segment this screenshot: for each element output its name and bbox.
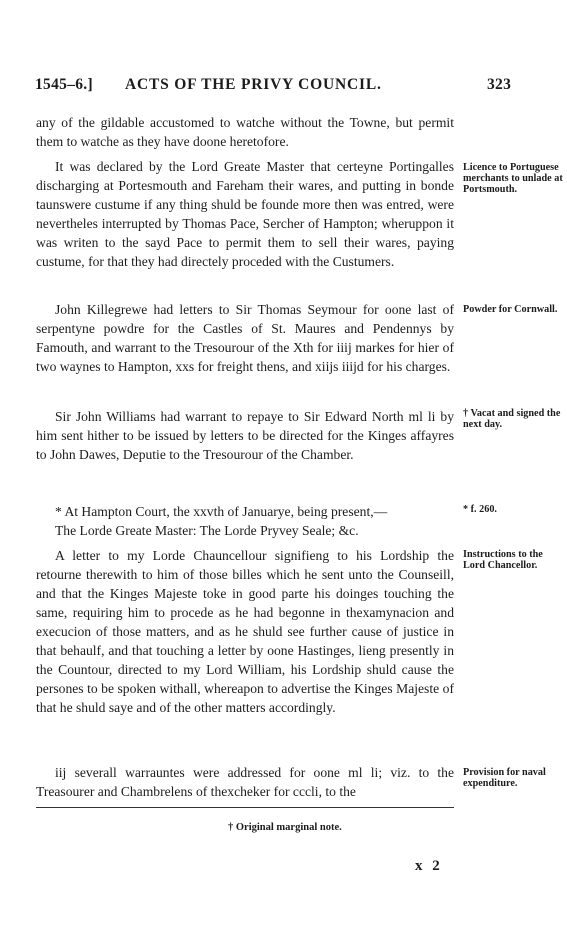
meeting-heading-text: * At Hampton Court, the xxvth of Januarye, being present,— (55, 504, 388, 519)
paragraph-4 (36, 407, 454, 464)
paragraph-text: any of the gildable accustomed to watche without the Towne, but permit them to watche as they have doone heretofore. (36, 115, 454, 149)
paragraph-text: It was declared by the Lord Greate Master that certeyne Portingalles discharging at Portesmouth and Fareham their wares, and putting in bonde taunswere custume if any thing shuld be founde more then was entred, were nevertheles interrupted by Thomas Pace, Sercher of Hampton; wheruppon it was writen to the sayd Pace to permit them to sell their wares, paying custume, for that they had directely proceded with the Custumers. (36, 159, 454, 269)
paragraph-text: iij severall warrauntes were addressed for oone ml li; viz. to the Treasourer and Chambrelens of thexcheker for cccli, to the (36, 765, 454, 799)
paragraph-text: A letter to my Lorde Chauncellour signifieng to his Lordship the retourne therewith to him of those billes which he sent unto the Counseill, and that the Kinges Majeste toke in good parte his doinges touching the same, requiring him to procede as he had begonne in thexamynacion and execucion of those matters, and as he shuld see further cause of justice in that behaulf, and that touching a letter by oone Hastinges, lieng presently in the Countour, directed to my Lord William, his Lordship shuld cause the persones to be spoken withall, whereapon to advertise the Kinges Majeste of that he shuld saye and of the other matters accordingly. (36, 548, 454, 715)
paragraph-3 (36, 300, 454, 376)
paragraph-6 (36, 763, 454, 801)
margin-note-provision: Provision for naval expenditure. (463, 767, 546, 789)
page-number: 323 (487, 76, 512, 93)
meeting-heading (36, 502, 454, 540)
header-title: ACTS OF THE PRIVY COUNCIL. (125, 76, 382, 93)
paragraph-text: John Killegrewe had letters to Sir Thomas Seymour for oone last of serpentyne powdre for the Castles of St. Maures and Pendennys by Famouth, and warrant to the Tresourour of the Xth for iiij markes for hier of two waynes to Hampton, xxs for freight thens, and xiijs iiijd for his charges. (36, 302, 454, 374)
margin-note-licence: Licence to Portuguese merchants to unlade at Portsmouth. (463, 162, 563, 195)
margin-note-instructions: Instructions to the Lord Chancellor. (463, 549, 543, 571)
header-date: 1545–6.] (35, 76, 93, 93)
footnote: † Original marginal note. (228, 822, 342, 833)
paragraph-text: Sir John Williams had warrant to repaye to Sir Edward North ml li by him sent hither to be issued by letters to be directed for the Kinges affayres to John Dawes, Deputie to the Tresourour of the Chamber. (36, 409, 454, 462)
meeting-attendees: The Lorde Greate Master: The Lorde Pryvey Seale; &c. (55, 523, 359, 538)
margin-note-vacat: † Vacat and signed the next day. (463, 408, 561, 430)
signature-mark: x 2 (415, 858, 443, 874)
paragraph-5 (36, 546, 454, 717)
paragraph-2 (36, 157, 454, 271)
footnote-rule (36, 807, 454, 808)
margin-note-folio: * f. 260. (463, 504, 497, 515)
paragraph-1 (36, 113, 454, 151)
margin-note-powder: Powder for Cornwall. (463, 304, 558, 315)
